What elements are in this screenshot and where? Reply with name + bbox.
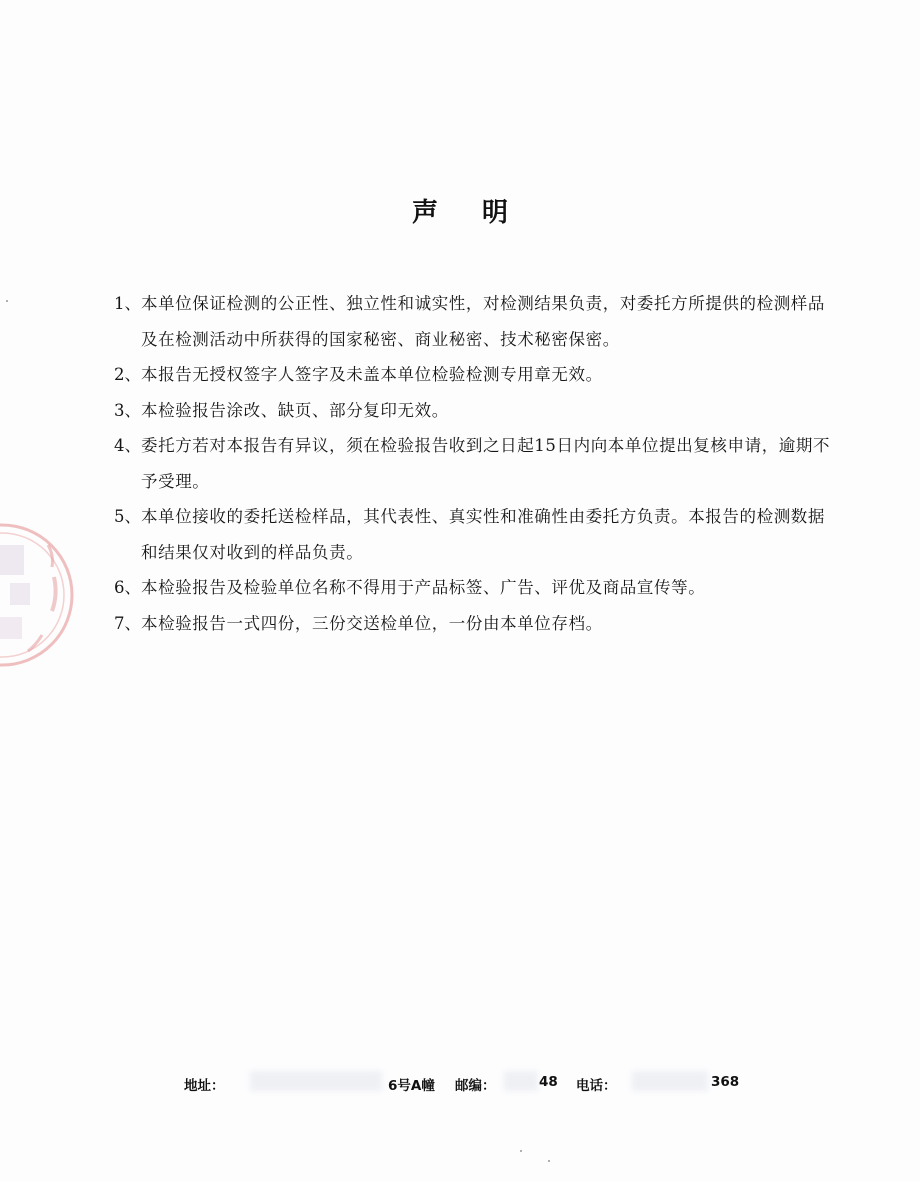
postcode-redaction: [504, 1071, 538, 1091]
statement-item-2: [114, 357, 834, 393]
item-text: 本单位保证检测的公正性、独立性和诚实性，对检测结果负责，对委托方所提供的检测样品及在检测活动中所获得的国家秘密、商业秘密、技术秘密保密。: [141, 294, 825, 349]
item-text: 本检验报告一式四份，三份交送检单位，一份由本单位存档。: [141, 613, 603, 633]
page-title: 声明: [411, 198, 552, 228]
phone-label: 电话：: [576, 1078, 617, 1094]
item-text: 本单位接收的委托送检样品，其代表性、真实性和准确性由委托方负责。本报告的检测数据和结果仅对收到的样品负责。: [141, 507, 825, 562]
statement-item-7: [114, 606, 834, 642]
item-text: 本检验报告及检验单位名称不得用于产品标签、广告、评优及商品宣传等。: [141, 578, 706, 597]
scan-speck: [520, 1150, 522, 1152]
postcode-value: 48: [539, 1074, 558, 1090]
item-number: 4、: [114, 436, 141, 455]
item-number: 3、: [114, 400, 141, 420]
statement-list: [114, 286, 834, 641]
item-text: 本检验报告涂改、缺页、部分复印无效。: [141, 400, 449, 420]
scan-speck: [548, 1160, 550, 1162]
address-redaction: [250, 1071, 382, 1091]
scan-speck: [6, 300, 8, 302]
item-number: 1、: [114, 294, 141, 313]
phone-redaction: [632, 1071, 708, 1091]
phone-value: 368: [711, 1074, 740, 1090]
official-seal: [0, 505, 74, 685]
statement-item-1: [114, 286, 834, 357]
address-label: 地址：: [184, 1078, 225, 1094]
item-text: 本报告无授权签字人签字及未盖本单位检验检测专用章无效。: [141, 365, 603, 384]
item-number: 6、: [114, 578, 141, 597]
item-number: 5、: [114, 507, 141, 526]
postcode-label: 邮编：: [455, 1078, 496, 1094]
statement-item-6: [114, 570, 834, 606]
item-number: 2、: [114, 365, 141, 384]
item-text: 委托方若对本报告有异议，须在检验报告收到之日起15日内向本单位提出复核申请，逾期不予受理。: [141, 436, 831, 491]
statement-item-4: [114, 428, 834, 499]
statement-item-3: [114, 393, 834, 429]
address-value: 6号A幢: [388, 1078, 435, 1094]
statement-item-5: [114, 499, 834, 570]
item-number: 7、: [114, 613, 141, 633]
